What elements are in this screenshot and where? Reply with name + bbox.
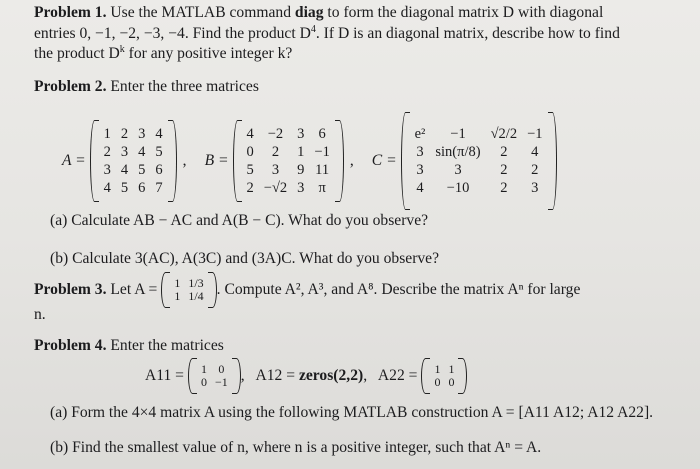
text: Enter the three matrices	[110, 78, 259, 95]
matrix-cell: 5	[155, 144, 163, 160]
matrix-cell: 4	[138, 144, 146, 160]
matrix-cell: −1	[450, 126, 466, 142]
matrix-cell: −10	[446, 180, 470, 196]
matrix-cell: 3	[271, 162, 280, 178]
matrix-cell: 3	[297, 180, 305, 196]
matrix-cell: 11	[315, 162, 330, 178]
matrix-cell: 4	[103, 180, 111, 196]
problem4-part-b: (b) Find the smallest value of n, where n is a positive integer, such that Aⁿ = A.	[50, 439, 542, 456]
matrix-cell: 0	[200, 375, 207, 389]
matrix-a-label: A =	[62, 152, 86, 169]
problem2-heading	[34, 78, 259, 96]
matrix-cell: 2	[500, 162, 508, 178]
matrix-cell: 0	[448, 375, 455, 389]
matrix-cell: 1	[297, 144, 305, 160]
matrix-cell: 1	[103, 126, 111, 142]
matrix-cell: −2	[267, 126, 284, 142]
problem2-label: Problem 2.	[34, 78, 107, 95]
problem4-heading	[34, 337, 224, 355]
matrix-cell: 1	[434, 362, 441, 376]
matrix-cell: 2	[500, 180, 508, 196]
matrix-b-label: B =	[204, 152, 229, 169]
text: entries 0, −1, −2, −3, −4. Find the product D	[34, 25, 311, 43]
text: Enter the matrices	[110, 337, 224, 354]
matrix-a	[90, 120, 177, 202]
zeros-command: zeros(2,2)	[298, 367, 364, 384]
matrix-cell: 5	[138, 162, 146, 178]
a11-label: A11 =	[145, 367, 184, 384]
a12-label: , A12 =	[240, 367, 299, 384]
matrix-cell: 4	[246, 126, 254, 142]
matrix-c	[401, 112, 557, 210]
matrix-cell: e²	[414, 126, 426, 142]
matrix-cell: 3	[416, 144, 424, 160]
a22-label: , A22 =	[363, 367, 418, 384]
matrix-a-p3	[161, 272, 216, 308]
text: to form the diagonal matrix D with diagonal	[327, 4, 604, 21]
matrix-cell: 2	[531, 162, 539, 178]
matrix-cell: √2/2	[490, 126, 518, 142]
problem2-part-a: (a) Calculate AB − AC and A(B − C). What do you observe?	[50, 212, 429, 229]
text: the product D	[34, 45, 120, 63]
matrix-cell: 0	[434, 375, 441, 389]
matrix-cell: 1/3	[188, 276, 204, 290]
matrix-cell: −1	[527, 126, 543, 142]
matrix-b	[233, 120, 344, 202]
exponent: 4	[310, 24, 316, 35]
matrix-cell: 3	[297, 126, 305, 142]
matrix-cell: 1	[448, 362, 455, 376]
matrix-cell: 2	[246, 180, 254, 196]
text: for any positive integer k?	[124, 45, 293, 63]
matrix-cell: 6	[155, 162, 163, 178]
problem4-part-a: (a) Form the 4×4 matrix A using the following MATLAB construction A = [A11 A12; A12 A22].	[50, 404, 654, 421]
problem1-label: Problem 1.	[34, 4, 107, 21]
text: Let A =	[110, 281, 158, 298]
matrix-cell: sin(π/8)	[435, 144, 481, 160]
matrix-cell: 4	[531, 144, 539, 160]
matrix-cell: 1	[174, 289, 181, 303]
problem3-line	[34, 272, 580, 308]
problem1-line1	[34, 4, 603, 22]
text: Use the MATLAB command	[110, 4, 291, 21]
diag-command: diag	[294, 4, 324, 21]
matrix-cell: 3	[138, 126, 146, 142]
matrix-cell: 3	[416, 162, 424, 178]
problem3-label: Problem 3.	[34, 281, 107, 298]
matrix-cell: 2	[271, 144, 280, 160]
matrix-cell: 7	[155, 180, 163, 196]
matrix-cell: 2	[103, 144, 111, 160]
matrix-cell: 3	[103, 162, 111, 178]
matrix-cell: 1	[174, 276, 181, 290]
matrix-cell: 1	[200, 362, 207, 376]
matrix-cell: 5	[246, 162, 254, 178]
matrix-cell: 0	[246, 144, 254, 160]
problem2-part-b: (b) Calculate 3(AC), A(3C) and (3A)C. What do you observe?	[50, 250, 440, 267]
matrix-cell: 0	[218, 362, 225, 376]
matrix-cell: 3	[531, 180, 539, 196]
matrix-a22	[421, 358, 467, 394]
problem1-line2	[34, 24, 620, 43]
matrix-cell: 1/4	[188, 289, 204, 303]
exponent: k	[119, 44, 125, 55]
matrix-cell: 6	[318, 126, 326, 142]
problem4-matrices	[145, 358, 467, 394]
matrix-cell: 2	[500, 144, 508, 160]
matrix-cell: 4	[120, 162, 129, 178]
text: . Compute A², A³, and A⁸. Describe the matrix Aⁿ for large	[216, 281, 581, 298]
matrix-cell: −1	[314, 144, 330, 160]
text: . If D is an diagonal matrix, describe how to find	[315, 25, 620, 43]
matrix-cell: −1	[214, 375, 228, 389]
matrix-a11	[188, 358, 241, 394]
problem1-line3	[34, 44, 292, 63]
matrix-cell: 6	[138, 180, 146, 196]
matrix-cell: 4	[155, 126, 163, 142]
matrix-cell: 2	[120, 126, 129, 142]
matrix-c-label: C =	[371, 152, 397, 169]
matrix-cell: 4	[416, 180, 424, 196]
matrix-cell: −√2	[263, 180, 288, 196]
matrix-cell: 9	[297, 162, 305, 178]
matrix-cell: π	[318, 180, 326, 196]
problem3-cont: n.	[34, 306, 46, 323]
matrix-cell: 5	[120, 180, 129, 196]
matrices-row: A = 1 2 3 4 2 3 4 5 3 4 5 6 4 5 6 7 , B = 4 −2 3 6 0 2 1 −1 5 3 9 11 2 −√2 3 π , C = e² −1 √2/2 −1 3 sin(π/8) 2 4 3 3 2 2 4 −10 2 3	[62, 112, 557, 210]
problem4-label: Problem 4.	[34, 337, 107, 354]
matrix-cell: 3	[120, 144, 129, 160]
matrix-cell: 3	[454, 162, 462, 178]
